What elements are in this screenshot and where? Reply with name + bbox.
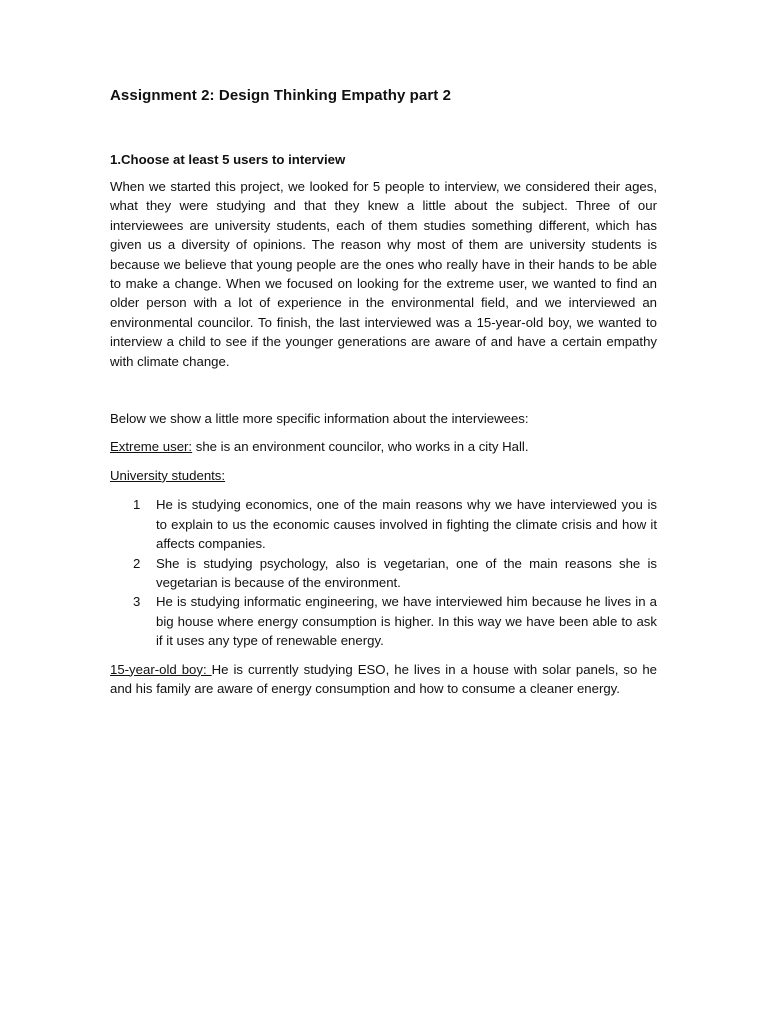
extreme-user-paragraph: [110, 437, 657, 456]
boy-text: He is currently studying ESO, he lives in a house with solar panels, so he and his family are aware of energy consumption and how to consume a cleaner energy.: [110, 661, 657, 696]
extreme-user-label: Extreme user:: [110, 439, 193, 455]
list-item-number: 3: [133, 594, 141, 610]
list-item: [110, 592, 657, 650]
list-item-text: She is studying psychology, also is vegetarian, one of the main reasons she is vegetarian is because of the environment.: [156, 555, 657, 590]
list-item-text: He is studying informatic engineering, we have interviewed him because he lives in a big house where energy consumption is higher. In this way we have been able to ask if it uses any type of renewable energy.: [156, 594, 657, 649]
list-item: [110, 554, 657, 593]
extreme-user-text: she is an environment councilor, who works in a city Hall.: [192, 439, 529, 455]
university-students-paragraph: [110, 466, 657, 485]
interviewees-intro: Below we show a little more specific information about the interviewees:: [110, 411, 529, 427]
intro-paragraph: When we started this project, we looked for 5 people to interview, we considered their ages, what they were studying and that they knew a little about the subject. Three of our interviewees are university students, each of them studies something different, which has given us a diversity of opinions. The reason why most of them are university students is because we believe that young people are the ones who really have in their hands to be able to make a change. When we focused on looking for the extreme user, we wanted to find an older person with a lot of experience in the environmental field, and we interviewed an environmental councilor. To finish, the last interviewed was a 15-year-old boy, we wanted to interview a child to see if the younger generations are aware of and have a certain empathy with climate change.: [110, 179, 657, 369]
section-heading-choose-users: 1.Choose at least 5 users to interview: [110, 152, 346, 167]
document-body: [110, 84, 657, 698]
university-students-list: [110, 495, 657, 650]
list-item-number: 1: [133, 497, 141, 513]
list-item-text: He is studying economics, one of the main reasons why we have interviewed you is to explain to us the economic causes involved in fighting the climate crisis and how it affects companies.: [156, 497, 657, 552]
list-item: [110, 495, 657, 553]
university-students-label: University students:: [110, 467, 226, 483]
boy-label: 15-year-old boy:: [110, 661, 212, 677]
list-item-number: 2: [133, 555, 141, 571]
boy-paragraph: [110, 660, 657, 699]
document-title: Assignment 2: Design Thinking Empathy part 2: [110, 87, 452, 104]
